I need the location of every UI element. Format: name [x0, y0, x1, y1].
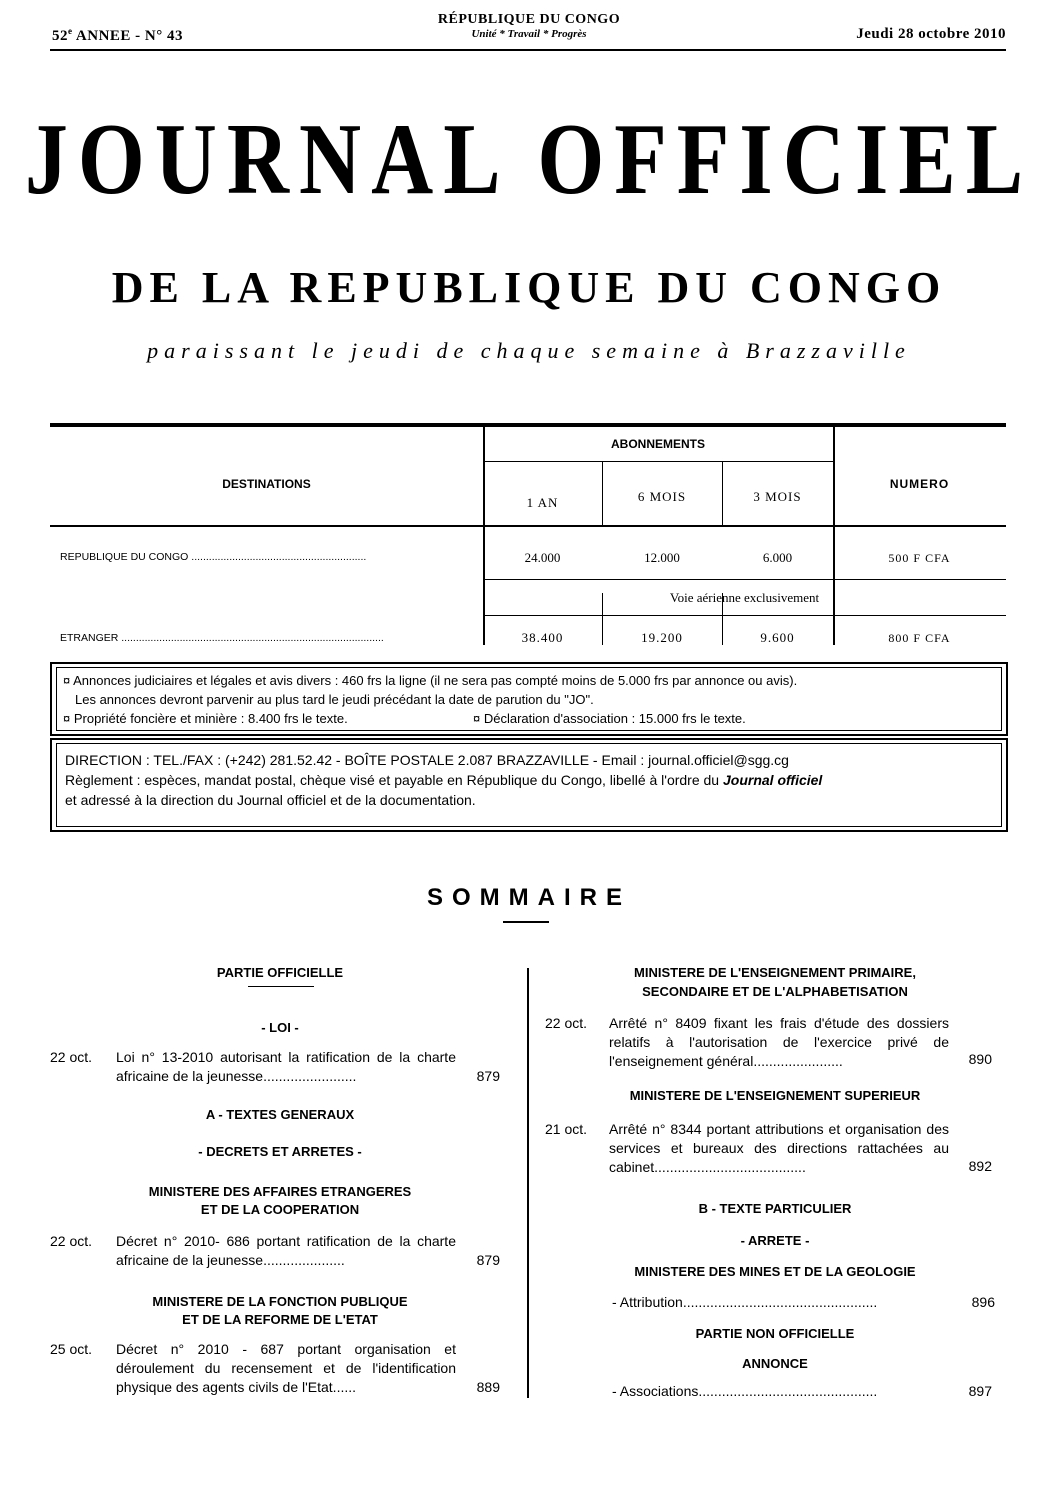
price-etranger-6mois: 19.200 — [641, 630, 683, 645]
numero-etranger: 800 F CFA — [888, 631, 951, 645]
entry-date: 21 oct. — [545, 1121, 588, 1137]
entry-page: 897 — [968, 1383, 992, 1399]
entry-date: 22 oct. — [50, 1049, 93, 1065]
entry-date: 22 oct. — [545, 1015, 588, 1031]
direction-contact: DIRECTION : TEL./FAX : (+242) 281.52.42 - BOÎTE POSTALE 2.087 BRAZZAVILLE - Email : journal.officiel@sgg.cg — [65, 752, 789, 768]
direction-payment: Règlement : espèces, mandat postal, chèque visé et payable en République du Congo, libellé à l'ordre du Journal officiel — [65, 772, 823, 788]
entry-date: 25 oct. — [50, 1341, 93, 1357]
loi-heading: - LOI - — [261, 1020, 299, 1035]
entry-text: Arrêté n° 8409 fixant les frais d'étude des dossiers relatifs à l'autorisation de l'exercice privé de l'enseignement général....................... — [609, 1015, 949, 1069]
abonnements-header: ABONNEMENTS — [610, 437, 705, 451]
partie-non-officielle-heading: PARTIE NON OFFICIELLE — [695, 1326, 855, 1341]
price-etranger-3mois: 9.600 — [760, 630, 795, 645]
destination-etranger: ETRANGER .......................................................................................... — [60, 632, 384, 644]
ministry-heading: MINISTERE DE L'ENSEIGNEMENT PRIMAIRE, — [634, 965, 916, 980]
entry-page: 890 — [968, 1051, 992, 1067]
notice-propriete: ¤ Propriété foncière et minière : 8.400 frs le texte. — [63, 711, 348, 726]
ministry-heading: MINISTERE DE L'ENSEIGNEMENT SUPERIEUR — [629, 1088, 921, 1103]
notice-annonces: ¤ Annonces judiciaires et légales et avis divers : 460 frs la ligne (il ne sera pas compté moins de 5.000 frs par annonce ou avis). — [63, 673, 798, 688]
republic-name: RÉPUBLIQUE DU CONGO — [437, 12, 621, 27]
numero-congo: 500 F CFA — [888, 551, 951, 565]
price-etranger-1an: 38.400 — [521, 630, 564, 645]
price-congo-1an: 24.000 — [524, 550, 561, 565]
entry-text: - Associations.............................................. — [612, 1383, 878, 1399]
entry-text: Loi n° 13-2010 autorisant la ratification de la charte africaine de la jeunesse........................ — [116, 1049, 456, 1084]
arrete-heading: - ARRETE - — [740, 1233, 810, 1248]
journal-tagline: paraissant le jeudi de chaque semaine à Brazzaville — [147, 338, 911, 363]
journal-title: JOURNAL OFFICIEL — [24, 102, 1034, 216]
entry-page: 879 — [476, 1068, 500, 1084]
entry-date: 22 oct. — [50, 1233, 93, 1249]
sommaire-title: SOMMAIRE — [427, 884, 631, 911]
decrets-heading: - DECRETS ET ARRETES - — [198, 1144, 362, 1159]
entry-page: 889 — [476, 1379, 500, 1395]
period-3mois: 3 MOIS — [753, 489, 802, 504]
ministry-heading: ET DE LA COOPERATION — [200, 1202, 360, 1217]
entry-page: 896 — [971, 1294, 995, 1310]
direction-address: et adressé à la direction du Journal officiel et de la documentation. — [65, 792, 476, 808]
entry-text: - Attribution.................................................. — [612, 1294, 878, 1310]
ministry-heading: SECONDAIRE ET DE L'ALPHABETISATION — [642, 984, 908, 999]
entry-page: 892 — [968, 1158, 992, 1174]
journal-subtitle: DE LA REPUBLIQUE DU CONGO — [111, 263, 947, 312]
price-congo-3mois: 6.000 — [762, 550, 793, 565]
ministry-heading: ET DE LA REFORME DE L'ETAT — [182, 1312, 378, 1327]
ministry-heading: MINISTERE DES MINES ET DE LA GEOLOGIE — [634, 1264, 916, 1279]
numero-header: NUMERO — [889, 477, 950, 491]
entry-page: 879 — [476, 1252, 500, 1268]
issue-number: 52e ANNEE - N° 43 — [52, 26, 184, 44]
entry-text: Décret n° 2010 - 687 portant organisation et déroulement du recensement et de l'identification physique des agents civils de l'Etat...... — [116, 1341, 456, 1395]
period-6mois: 6 MOIS — [637, 489, 687, 504]
texte-particulier-heading: B - TEXTE PARTICULIER — [698, 1201, 852, 1216]
destination-congo: REPUBLIQUE DU CONGO ............................................................ — [60, 551, 367, 563]
entry-text: Arrêté n° 8344 portant attributions et organisation des services et bureaux des directions rattachées au cabinet....................................... — [609, 1121, 949, 1175]
issue-date: Jeudi 28 octobre 2010 — [856, 26, 1006, 42]
partie-officielle-heading: PARTIE OFFICIELLE — [216, 965, 344, 980]
ministry-heading: MINISTERE DES AFFAIRES ETRANGERES — [148, 1184, 412, 1199]
notice-deadline: Les annonces devront parvenir au plus tard le jeudi précédant la date de parution du "JO". — [75, 692, 594, 707]
air-note: Voie aérienne exclusivement — [669, 590, 820, 605]
entry-text: Décret n° 2010- 686 portant ratification de la charte africaine de la jeunesse..................... — [116, 1233, 456, 1268]
national-motto: Unité * Travail * Progrès — [471, 28, 587, 40]
price-congo-6mois: 12.000 — [644, 550, 680, 565]
period-1an: 1 AN — [526, 495, 559, 510]
textes-generaux-heading: A - TEXTES GENERAUX — [205, 1107, 355, 1122]
annonce-heading: ANNONCE — [742, 1356, 808, 1371]
ministry-heading: MINISTERE DE LA FONCTION PUBLIQUE — [152, 1294, 408, 1309]
notice-association: ¤ Déclaration d'association : 15.000 frs le texte. — [473, 711, 746, 726]
destinations-header: DESTINATIONS — [222, 477, 311, 491]
